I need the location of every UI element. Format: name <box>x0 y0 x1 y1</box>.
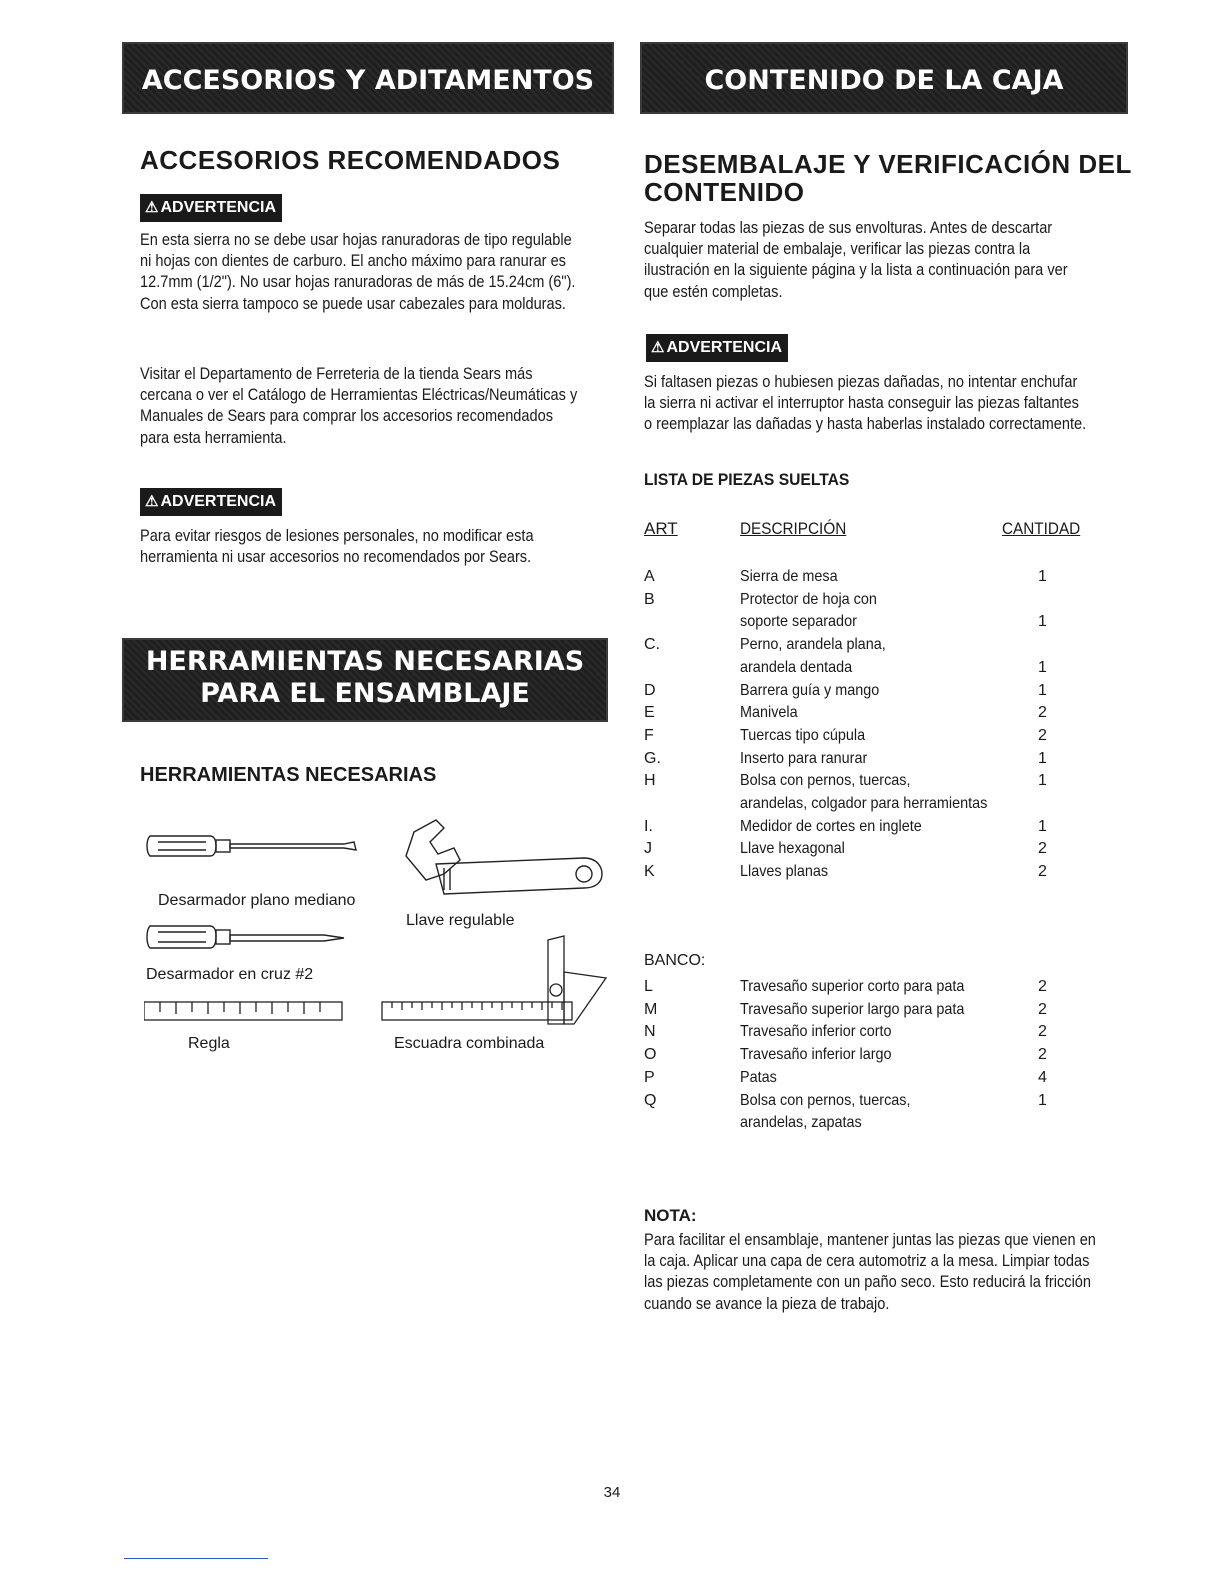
footer-rule <box>124 1558 268 1559</box>
cell-desc: arandelas, colgador para herramientas <box>740 795 988 812</box>
table-row <box>640 657 1140 679</box>
parts-list-title: LISTA DE PIEZAS SUELTAS <box>644 470 850 489</box>
cell-art: A <box>644 568 655 585</box>
section-title-accesorios-recomendados: ACCESORIOS RECOMENDADOS <box>140 145 561 175</box>
label-flat-screwdriver: Desarmador plano mediano <box>158 892 356 909</box>
table-row <box>640 861 1140 883</box>
table-row <box>640 999 1140 1021</box>
table-row <box>640 680 1140 702</box>
table-row <box>640 566 1140 588</box>
cell-art: G. <box>644 749 661 767</box>
cell-art: M <box>644 1000 658 1018</box>
table-row <box>640 1021 1140 1043</box>
warning-text-1: En esta sierra no se debe usar hojas ranuradoras de tipo regulable ni hojas con dientes de carburo. El ancho máximo para ranurar es 12.7mm (1/2"). No usar hojas ranuradoras de más de 15.24cm (6"). Con esta sierra tampoco se puede usar cabezales para molduras. <box>140 231 576 313</box>
cell-desc: arandelas, zapatas <box>740 1114 862 1132</box>
cell-desc: Tuercas tipo cúpula <box>740 726 866 744</box>
table-row <box>640 1044 1140 1066</box>
cell-desc: Manivela <box>740 704 798 722</box>
cell-art: P <box>644 1068 655 1086</box>
cell-qty: 2 <box>1038 863 1047 881</box>
cell-art: D <box>644 681 656 699</box>
combination-square-icon <box>382 936 606 1024</box>
label-square: Escuadra combinada <box>394 1035 545 1052</box>
table-row <box>640 816 1140 838</box>
cell-qty: 2 <box>1038 1023 1047 1041</box>
table-row <box>640 976 1140 998</box>
cell-qty: 2 <box>1038 1000 1047 1018</box>
cell-desc: Travesaño inferior largo <box>740 1046 892 1064</box>
cell-desc: arandela dentada <box>740 658 853 676</box>
warning-text-3: Si faltasen piezas o hubiesen piezas dañadas, no intentar enchufar la sierra ni activar el interruptor hasta conseguir las piezas faltantes o reemplazar las dañadas y hasta haberlas instalado correctamente. <box>644 373 1087 434</box>
note-title: NOTA: <box>644 1206 697 1225</box>
page-number: 34 <box>603 1484 621 1501</box>
cell-qty: 1 <box>1038 749 1047 767</box>
warning-triangle-icon: ⚠ <box>145 199 159 216</box>
cell-art: N <box>644 1023 656 1041</box>
cell-desc: Protector de hoja con <box>740 590 877 608</box>
left-column <box>122 42 614 1052</box>
cell-desc: Medidor de cortes en inglete <box>740 817 922 835</box>
table-row <box>640 634 1140 656</box>
cell-desc: Sierra de mesa <box>740 568 838 585</box>
cell-qty: 2 <box>1038 1046 1047 1064</box>
phillips-screwdriver-icon <box>147 926 344 948</box>
cell-qty: 1 <box>1038 817 1047 835</box>
cell-art: J <box>644 840 652 858</box>
cell-art: O <box>644 1046 657 1064</box>
warning-triangle-icon: ⚠ <box>651 339 665 356</box>
table-row <box>640 1067 1140 1089</box>
cell-desc: Travesaño inferior corto <box>740 1023 892 1041</box>
cell-desc: Llave hexagonal <box>740 840 845 858</box>
cell-art: H <box>644 772 656 790</box>
table-row <box>640 793 1140 815</box>
cell-desc: Travesaño superior corto para pata <box>740 978 965 995</box>
cell-art: I. <box>644 817 653 835</box>
note-text: Para facilitar el ensamblaje, mantener juntas las piezas que vienen en la caja. Aplicar una capa de cera automotriz a la mesa. Limpiar todas las piezas completamente con un paño seco. Esto reducirá la fricción cuando se avance la pieza de trabajo. <box>644 1231 1096 1313</box>
cell-art: L <box>644 978 653 995</box>
cell-desc: Travesaño superior largo para pata <box>740 1000 965 1018</box>
cell-desc: Llaves planas <box>740 863 829 881</box>
table-row <box>640 748 1140 770</box>
paragraph-sears-visit: Visitar el Departamento de Ferreteria de la tienda Sears más cercana o ver el Catálogo de Herramientas Eléctricas/Neumáticas y Manuales de Sears para comprar los accesorios recomendados para esta herramienta. <box>140 365 578 447</box>
table-row <box>640 611 1140 633</box>
cell-desc: Perno, arandela plana, <box>740 636 886 654</box>
parts-table-header: ART DESCRIPCIÓN CANTIDAD <box>644 519 1081 538</box>
cell-qty: 4 <box>1038 1068 1047 1086</box>
cell-art: Q <box>644 1091 657 1109</box>
paragraph-desembalaje: Separar todas las piezas de sus envolturas. Antes de descartar cualquier material de embalaje, verificar las piezas contra la ilustración en la siguiente página y la lista a continuación para ver que estén completas. <box>644 219 1068 301</box>
cell-art: C. <box>644 636 660 654</box>
flat-screwdriver-icon <box>147 836 356 856</box>
banner-herramientas: HERRAMIENTAS NECESARIAS PARA EL ENSAMBLAJE <box>122 638 608 722</box>
cell-qty: 1 <box>1038 613 1047 631</box>
cell-qty: 1 <box>1038 1091 1047 1109</box>
table-row <box>640 702 1140 724</box>
cell-qty: 1 <box>1038 568 1047 585</box>
cell-art: K <box>644 863 655 881</box>
cell-qty: 2 <box>1038 978 1047 995</box>
cell-qty: 2 <box>1038 704 1047 722</box>
table-row <box>640 838 1140 860</box>
bench-label: BANCO: <box>644 952 706 969</box>
cell-qty: 2 <box>1038 726 1047 744</box>
label-wrench: Llave regulable <box>406 912 515 929</box>
table-row <box>640 770 1140 792</box>
cell-desc: Barrera guía y mango <box>740 681 880 699</box>
cell-art: E <box>644 704 655 722</box>
cell-desc: Bolsa con pernos, tuercas, <box>740 772 911 790</box>
table-row <box>640 589 1140 611</box>
right-column <box>640 42 1140 1313</box>
table-row <box>640 1112 1140 1134</box>
table-row <box>640 725 1140 747</box>
warning-triangle-icon: ⚠ <box>145 493 159 510</box>
cell-art: B <box>644 590 655 608</box>
table-row <box>640 1090 1140 1112</box>
warning-text-2: Para evitar riesgos de lesiones personales, no modificar esta herramienta ni usar accesorios no recomendados por Sears. <box>140 527 534 567</box>
section-title-desembalaje: DESEMBALAJE Y VERIFICACIÓN DEL CONTENIDO <box>644 149 1132 207</box>
cell-art: F <box>644 726 654 744</box>
cell-desc: Bolsa con pernos, tuercas, <box>740 1091 911 1109</box>
section-title-herramientas: HERRAMIENTAS NECESARIAS <box>140 764 437 786</box>
banner-contenido: CONTENIDO DE LA CAJA <box>640 42 1128 114</box>
cell-desc: Patas <box>740 1068 777 1086</box>
banner-accesorios: ACCESORIOS Y ADITAMENTOS <box>122 42 614 114</box>
cell-desc: soporte separador <box>740 613 857 631</box>
label-ruler: Regla <box>188 1035 230 1052</box>
warning-badge-2: ⚠ ADVERTENCIA <box>140 488 282 516</box>
cell-qty: 2 <box>1038 840 1047 858</box>
label-phillips-screwdriver: Desarmador en cruz #2 <box>146 966 314 983</box>
warning-badge-3: ⚠ ADVERTENCIA <box>646 334 788 362</box>
tools-illustration <box>144 812 614 1052</box>
cell-qty: 1 <box>1038 658 1047 676</box>
ruler-icon <box>144 1002 342 1020</box>
cell-qty: 1 <box>1038 681 1047 699</box>
parts-table <box>640 518 1140 1218</box>
adjustable-wrench-icon <box>406 820 602 894</box>
warning-badge-1: ⚠ ADVERTENCIA <box>140 194 282 222</box>
cell-qty: 1 <box>1038 772 1047 790</box>
cell-desc: Inserto para ranurar <box>740 749 868 767</box>
